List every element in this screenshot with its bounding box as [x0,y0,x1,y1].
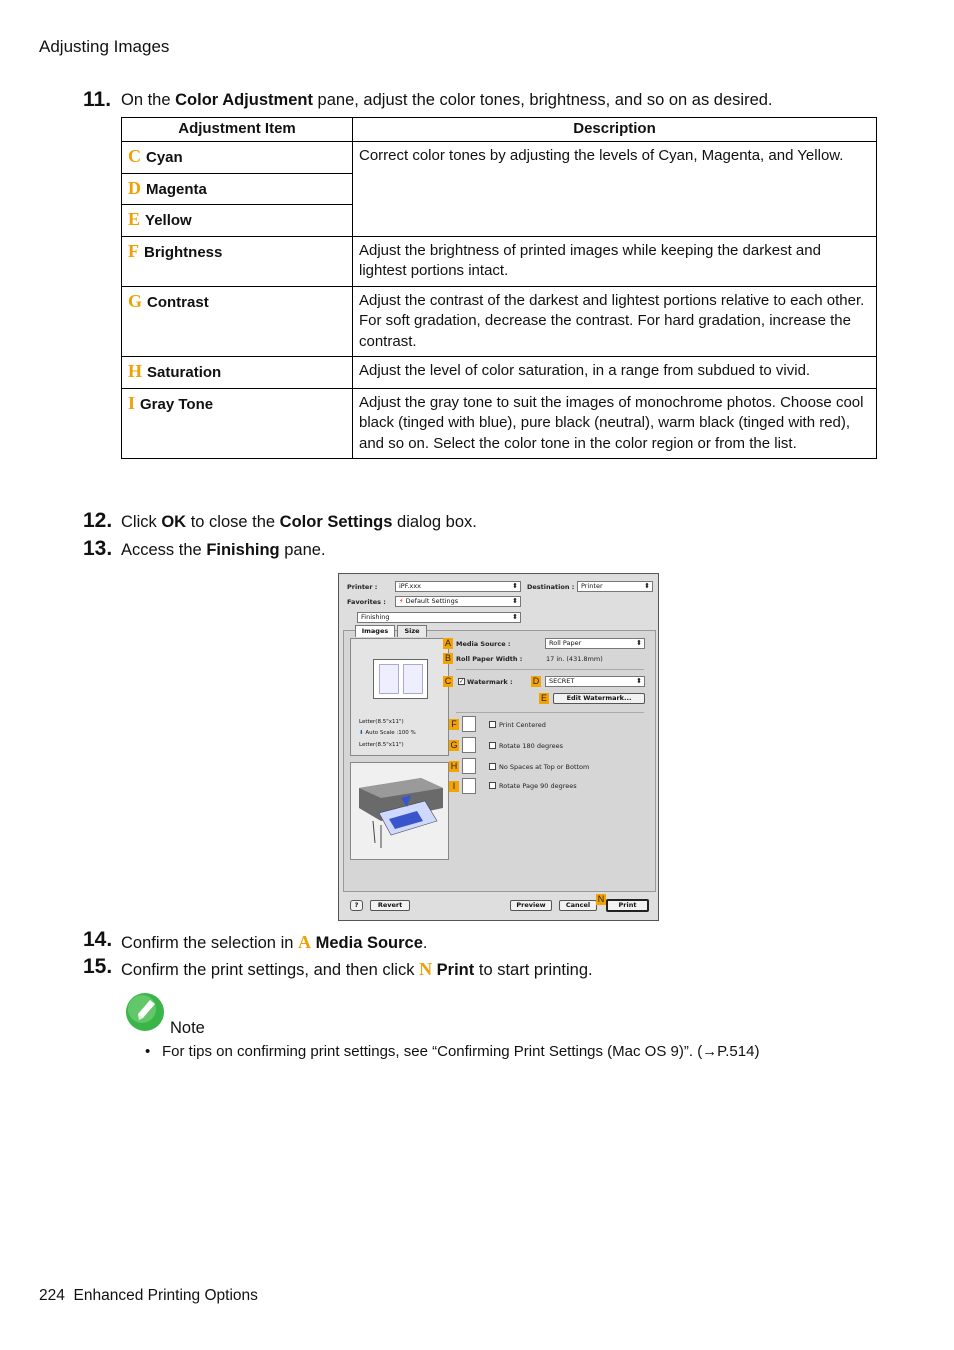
cancel-button[interactable]: Cancel [559,900,597,911]
printer-select[interactable]: iPF.xxx ⬍ [395,581,521,592]
rotate-90-icon [462,778,476,794]
item-cell: D Magenta [122,173,353,205]
item-cell: F Brightness [122,236,353,286]
step-12-text: Click OK to close the Color Settings dialog box. [121,513,477,531]
note-pencil-icon [125,992,165,1032]
note-bullet: • [145,1043,151,1060]
step-number: 12. [83,509,113,532]
description-cell: Correct color tones by adjusting the levels of Cyan, Magenta, and Yellow. [353,142,877,237]
preview-output-size: Letter(8.5"x11") [359,742,404,748]
edit-watermark-button[interactable]: Edit Watermark... [553,693,645,704]
favorites-label: Favorites : [347,598,386,606]
page-number: 224 [39,1287,65,1304]
page-preview [350,638,449,756]
no-spaces-label: No Spaces at Top or Bottom [499,763,590,771]
tag-a: A [444,638,451,648]
running-header: Adjusting Images [39,37,170,56]
page-thumbnail [373,659,428,699]
step-13-text: Access the Finishing pane. [121,541,326,559]
print-centered-checkbox[interactable] [489,721,496,728]
media-source-select[interactable]: Roll Paper ⬍ [545,638,645,649]
tag-e: E [540,693,547,703]
rotate-180-icon [462,737,476,753]
table-row [122,388,877,459]
rotate-180-label: Rotate 180 degrees [499,742,563,750]
table-header-row [122,118,877,142]
note-text: For tips on confirming print settings, see “Confirming Print Settings (Mac OS 9)”. (→P.514) [162,1043,760,1060]
step-number: 11. [83,88,112,111]
footer-section: Enhanced Printing Options [73,1287,258,1304]
item-cell: G Contrast [122,286,353,357]
item-cell: I Gray Tone [122,388,353,459]
destination-label: Destination : [527,583,575,591]
table-row [122,286,877,357]
adjustment-table [121,117,877,459]
pane-select[interactable]: Finishing ⬍ [357,612,521,623]
watermark-select[interactable]: SECRET ⬍ [545,676,645,687]
description-cell: Adjust the contrast of the darkest and lightest portions relative to each other. For soft gradation, decrease the contrast. For hard gradation, increase the contrast. [353,286,877,357]
tag-g: G [450,740,458,750]
description-cell: Adjust the gray tone to suit the images of monochrome photos. Choose cool black (tinged with blue), pure black (neutral), warm black (tinged with red), and so on. Select the color tone in the color region or from the list. [353,388,877,459]
roll-width-label: Roll Paper Width : [456,655,523,663]
tag-i: I [449,781,459,792]
printer-illustration [350,762,449,860]
description-cell: Adjust the level of color saturation, in a range from subdued to vivid. [353,357,877,389]
print-button[interactable]: Print [606,899,649,912]
step-11 [83,88,111,112]
rotate-90-label: Rotate Page 90 degrees [499,782,577,790]
printer-image-icon [351,763,448,859]
description-cell: Adjust the brightness of printed images while keeping the darkest and lightest portions intact. [353,236,877,286]
watermark-checkbox[interactable]: ✓ [459,678,465,685]
rotate-90-checkbox[interactable] [489,782,496,789]
tag-d: D [532,676,540,686]
media-source-label: Media Source : [456,640,511,648]
step-number: 13. [83,537,113,560]
rotate-180-checkbox[interactable] [489,742,496,749]
table-row [122,357,877,389]
page-footer [39,1287,258,1305]
tab-size[interactable]: Size [397,625,427,637]
tag-n: N [597,894,605,904]
divider [456,669,644,670]
note-title: Note [170,1019,205,1037]
print-centered-icon [462,716,476,732]
item-cell: E Yellow [122,205,353,237]
help-button[interactable]: ? [350,900,363,911]
item-cell: H Saturation [122,357,353,389]
preview-button[interactable]: Preview [510,900,552,911]
preview-scale: ⬇ Auto Scale :100 % [359,730,416,736]
print-centered-label: Print Centered [499,721,546,729]
watermark-label: Watermark : [467,678,513,686]
step-11-text: On the Color Adjustment pane, adjust the color tones, brightness, and so on as desired. [121,91,773,109]
tag-f: F [449,719,459,730]
item-cell: C Cyan [122,142,353,174]
roll-width-value: 17 in. (431.8mm) [546,655,603,663]
column-header: Description [353,118,877,142]
divider [456,712,644,713]
tag-b: B [444,653,451,663]
preview-paper-size: Letter(8.5"x11") [359,719,404,725]
step-number: 14. [83,928,113,951]
step-14-text: Confirm the selection in A Media Source. [121,932,428,952]
printer-label: Printer : [347,583,378,591]
table-row [122,142,877,174]
favorites-select[interactable]: ⚡ Default Settings ⬍ [395,596,521,607]
tab-images[interactable]: Images [355,625,395,637]
column-header: Adjustment Item [122,118,353,142]
step-15-text: Confirm the print settings, and then click N Print to start printing. [121,959,593,979]
destination-select[interactable]: Printer ⬍ [577,581,653,592]
no-spaces-icon [462,758,476,774]
tag-h: H [450,761,458,771]
tag-c: C [444,676,452,686]
step-number: 15. [83,955,113,978]
table-row [122,236,877,286]
revert-button[interactable]: Revert [370,900,410,911]
finishing-dialog-screenshot [338,573,659,921]
no-spaces-checkbox[interactable] [489,763,496,770]
